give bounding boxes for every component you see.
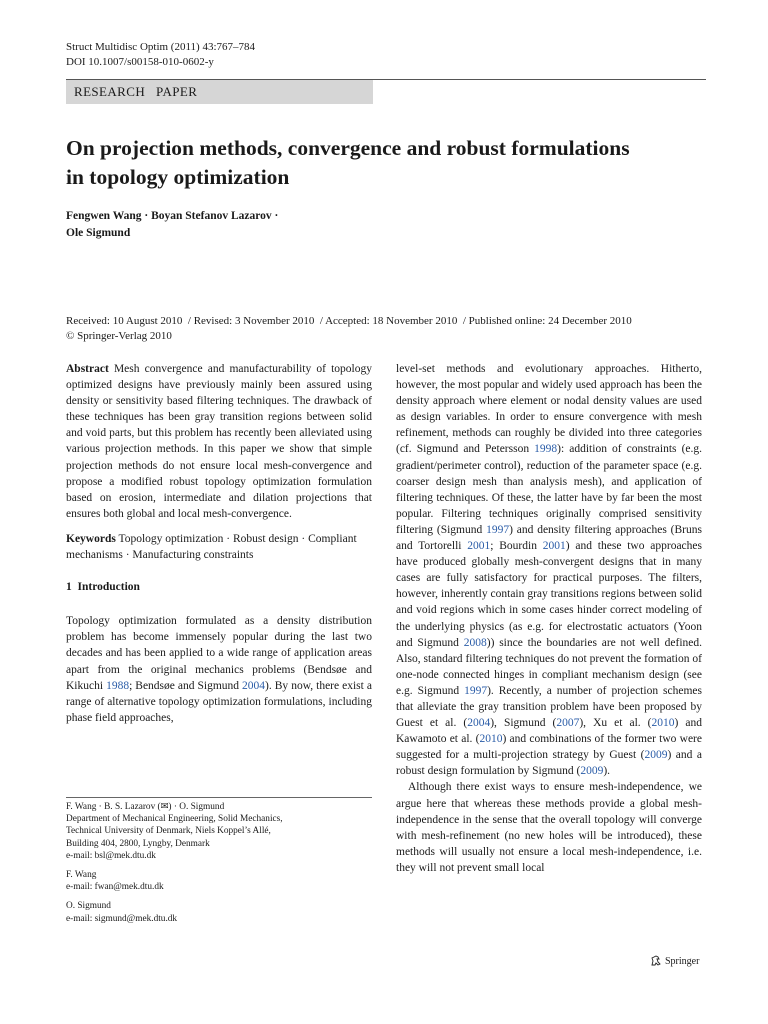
intro-text: ): addition of constraints (e.g. gradient/perimeter control), reduction of the parameter space (e.g. coarser design mesh than analysis mesh), and application of filtering techniques. Of these, the latter have by far been the most popular. Filtering techniques originally comprised sensitivity filtering (Sigmund bbox=[396, 443, 702, 536]
intro-text: ) and a robust design formulation by Sigmund ( bbox=[396, 749, 702, 778]
intro-text: level-set methods and evolutionary approaches. Hitherto, however, the most popular and widely used approach has been the density approach where element or nodal density values are used as design variables. In order to ensure convergence with mesh refinement, methods can roughly be divided into three categories (cf. Sigmund and Petersson bbox=[396, 363, 702, 456]
affiliation-group-2 bbox=[66, 869, 372, 893]
paper-title bbox=[66, 134, 706, 192]
intro-text: ; Bourdin bbox=[490, 540, 543, 553]
citation-link[interactable]: 2008 bbox=[463, 636, 487, 649]
email-link[interactable]: e-mail: bsl@mek.dtu.dk bbox=[66, 850, 156, 861]
citation-link[interactable]: 1997 bbox=[486, 523, 510, 536]
intro-paragraph-3: Although there exist ways to ensure mesh-independence, we argue here that whereas these methods provide a global mesh-independence in the sense that the overall topology will converge with mesh-refinement (no new holes will be introduced), these methods will usually not ensure a local mesh-independence, i.e. they will not prevent small local bbox=[396, 781, 702, 874]
email-link[interactable]: e-mail: fwan@mek.dtu.dk bbox=[66, 882, 164, 893]
intro-text: )) since the boundaries are not well defined. Also, standard filtering techniques do not prevent the formation of one-node connected hinges in compliant mechanism design (see e.g. Sigmund bbox=[396, 636, 702, 697]
citation-link[interactable]: 2009 bbox=[580, 765, 604, 778]
affiliation-line: Department of Mechanical Engineering, Solid Mechanics, bbox=[66, 814, 283, 825]
article-type-band bbox=[66, 80, 373, 104]
affiliation-line: Building 404, 2800, Lyngby, Denmark bbox=[66, 838, 210, 849]
email-link[interactable]: e-mail: sigmund@mek.dtu.dk bbox=[66, 913, 178, 924]
keywords-label: Keywords bbox=[66, 532, 116, 545]
citation-link[interactable]: 1988 bbox=[106, 679, 130, 692]
title-line-2: in topology optimization bbox=[66, 165, 290, 189]
footnote-rule bbox=[66, 797, 372, 798]
intro-text: ), Sigmund ( bbox=[490, 717, 557, 730]
right-column bbox=[396, 361, 702, 876]
affiliation-group-1 bbox=[66, 801, 372, 862]
authors-line-1: Fengwen Wang · Boyan Stefanov Lazarov · bbox=[66, 210, 279, 222]
authors-line-2: Ole Sigmund bbox=[66, 227, 131, 239]
section-heading-introduction: 1 Introduction bbox=[66, 581, 140, 594]
intro-text: ) and density filtering approaches (Bruns and Tortorelli bbox=[396, 523, 702, 553]
doi-line: DOI 10.1007/s00158-010-0602-y bbox=[66, 56, 214, 68]
intro-text: ). bbox=[603, 765, 611, 778]
copyright-line: © Springer-Verlag 2010 bbox=[66, 329, 172, 342]
springer-horse-icon bbox=[650, 955, 662, 967]
keywords bbox=[66, 531, 372, 563]
affiliation-line: Technical University of Denmark, Niels Koppel’s Allé, bbox=[66, 826, 271, 837]
affiliation-names: F. Wang bbox=[66, 870, 97, 881]
citation-link[interactable]: 2007 bbox=[556, 717, 580, 730]
intro-text: ) and Kawamoto et al. ( bbox=[396, 717, 702, 746]
citation-link[interactable]: 2004 bbox=[467, 717, 491, 730]
dates-line: Received: 10 August 2010 / Revised: 3 November 2010 / Accepted: 18 November 2010 / Published online: 24 December 2010 bbox=[66, 315, 632, 327]
abstract bbox=[66, 361, 372, 522]
intro-paragraph-2 bbox=[396, 361, 702, 779]
keywords-text: Topology optimization · Robust design · Compliant mechanisms · Manufacturing constraints bbox=[66, 532, 357, 562]
citation-link[interactable]: 2009 bbox=[644, 749, 668, 762]
citation-link[interactable]: 1998 bbox=[534, 443, 558, 456]
affiliation-names: O. Sigmund bbox=[66, 901, 111, 912]
journal-citation bbox=[66, 40, 255, 70]
citation-link[interactable]: 2001 bbox=[467, 540, 491, 553]
intro-paragraph-1 bbox=[66, 613, 372, 726]
journal-line: Struct Multidisc Optim (2011) 43:767–784 bbox=[66, 41, 256, 53]
intro-text: ; Bendsøe and Sigmund bbox=[129, 679, 243, 692]
intro-text: ) and these two approaches have produced globally mesh-convergent designs that in many cases are fully satisfactory for practical purposes. The filters, however, inherently contain gray transitions regions between solid and void regions which in some cases hinder correct modeling of the underlying physics (as e.g. for electrostatic actuators (Yoon and Sigmund bbox=[396, 540, 702, 649]
intro-text: Topology optimization formulated as a density distribution problem has become immensely popular during the last two decades and has been applied to a wide range of application areas apart from the original mechanics problems (Bendsøe and Kikuchi bbox=[66, 615, 372, 692]
article-type-label: RESEARCH PAPER bbox=[74, 84, 198, 99]
affiliation-group-3 bbox=[66, 900, 372, 924]
citation-link[interactable]: 2010 bbox=[651, 717, 675, 730]
citation-link[interactable]: 2004 bbox=[242, 679, 266, 692]
abstract-label: Abstract bbox=[66, 363, 109, 375]
citation-link[interactable]: 2010 bbox=[479, 733, 503, 746]
affiliation-names: F. Wang · B. S. Lazarov (✉) · O. Sigmund bbox=[66, 802, 225, 812]
author-list bbox=[66, 208, 466, 242]
intro-text: ) and combinations of the former two were suggested for a multi-projection strategy by Guest ( bbox=[396, 733, 702, 762]
abstract-text: Mesh convergence and manufacturability of topology optimized designs have previously mainly been assured using density or sensitivity based filtering techniques. The drawback of these techniques has been gray transition regions between solid and void parts, but this problem has recently been alleviated using various projection methods. In this paper we show that simple projection methods do not ensure local mesh-convergence and propose a modified robust topology optimization formulation based on erosion, intermediate and dilation projections that ensures both global and local mesh-convergence. bbox=[66, 363, 372, 520]
publisher-logo bbox=[650, 955, 699, 967]
intro-text: ). Recently, a number of projection schemes that alleviate the gray transition problem have been proposed by Guest et al. ( bbox=[396, 684, 702, 730]
intro-text: ), Xu et al. ( bbox=[579, 717, 652, 730]
citation-link[interactable]: 1997 bbox=[464, 684, 488, 697]
citation-link[interactable]: 2001 bbox=[542, 540, 566, 553]
author-affiliations bbox=[66, 797, 372, 932]
title-line-1: On projection methods, convergence and robust formulations bbox=[66, 136, 630, 160]
publication-history bbox=[66, 314, 726, 343]
left-column bbox=[66, 361, 372, 726]
publisher-name: Springer bbox=[665, 955, 700, 967]
intro-text: ). By now, there exist a range of alternative topology optimization formulations, including phase field approaches, bbox=[66, 679, 372, 724]
